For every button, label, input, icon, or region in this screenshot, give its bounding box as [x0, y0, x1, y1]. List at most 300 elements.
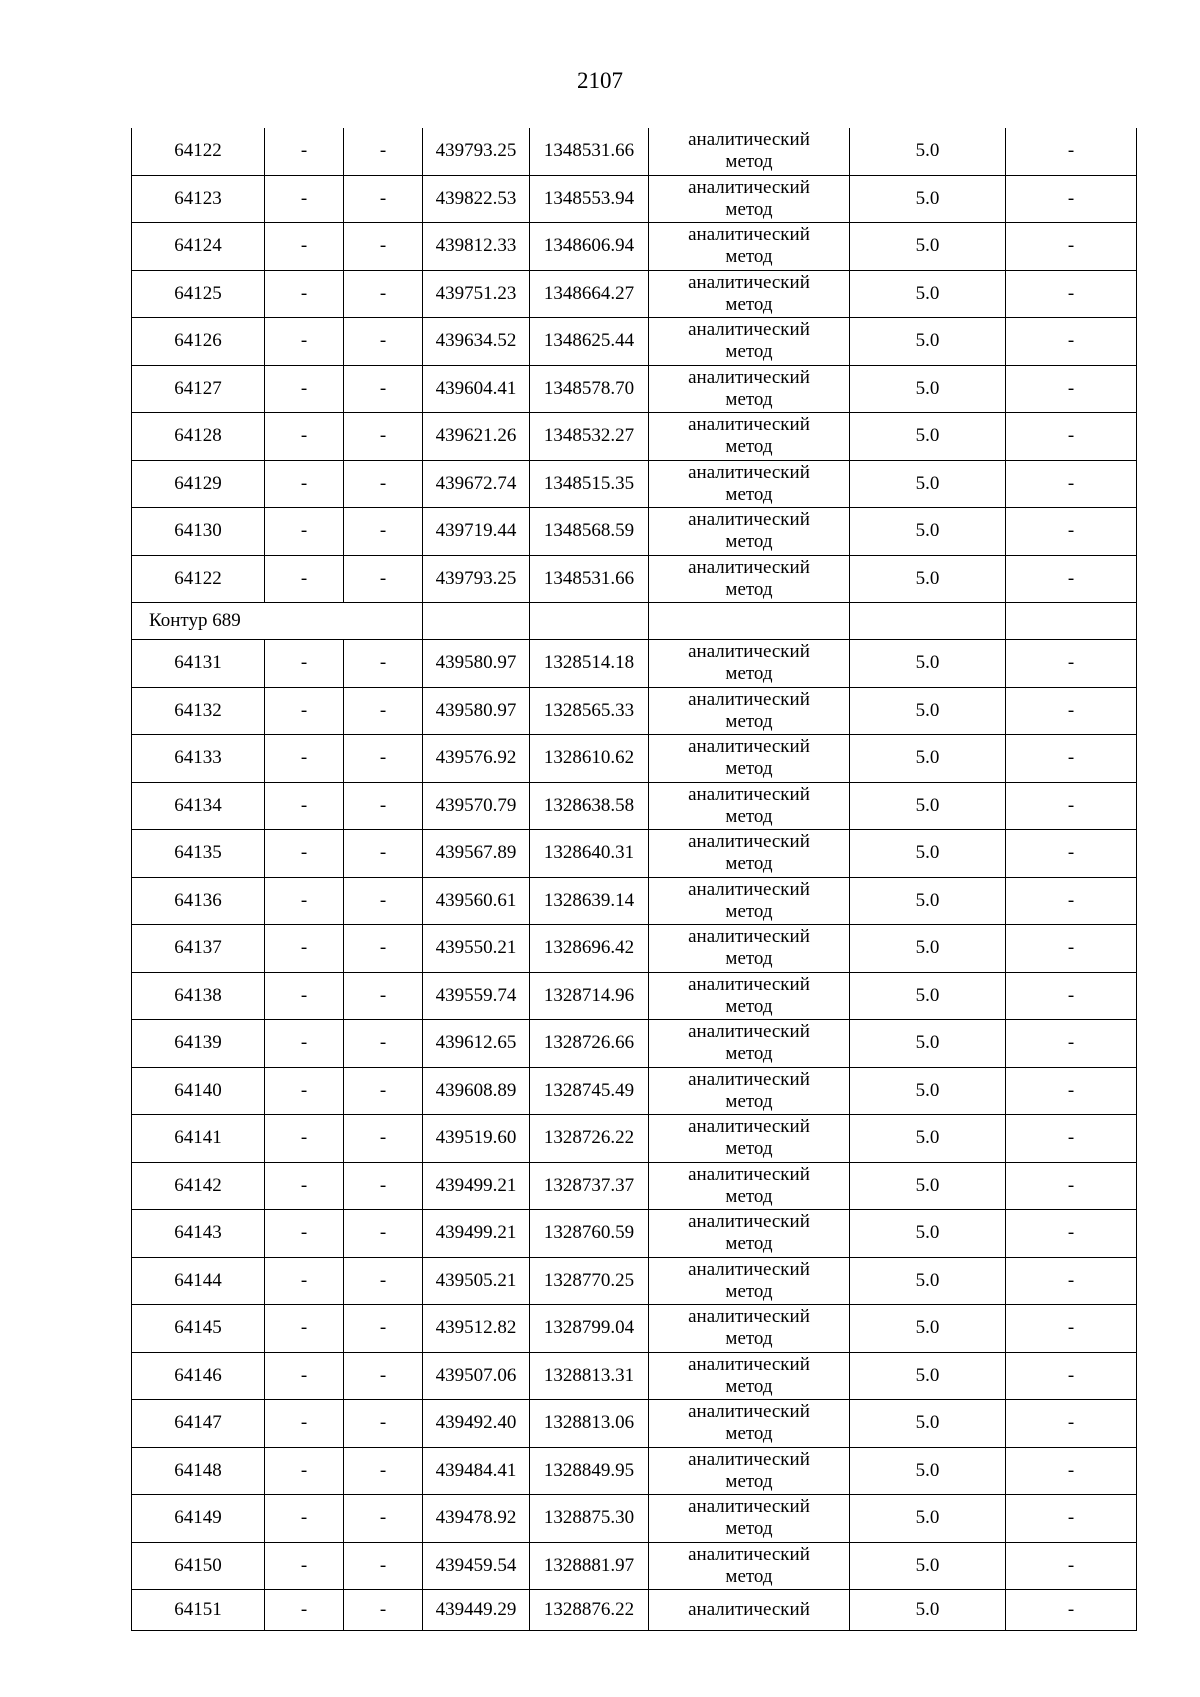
col8-cell: - [1006, 555, 1137, 603]
method-text: аналитический [688, 509, 810, 531]
method-text: метод [725, 710, 773, 732]
col8-cell: - [1006, 1447, 1137, 1495]
col2-cell: - [265, 223, 344, 271]
method-cell [649, 972, 850, 1020]
col8-cell: - [1006, 460, 1137, 508]
method-cell [649, 830, 850, 878]
x-coordinate-cell: 439672.74 [423, 460, 530, 508]
x-coordinate-cell: 439621.26 [423, 413, 530, 461]
col2-cell: - [265, 1162, 344, 1210]
y-coordinate-cell: 1348532.27 [530, 413, 649, 461]
col3-cell: - [344, 830, 423, 878]
accuracy-cell: 5.0 [850, 735, 1006, 783]
point-id-cell: 64142 [132, 1162, 265, 1210]
x-coordinate-cell: 439505.21 [423, 1257, 530, 1305]
method-text: метод [725, 531, 773, 553]
col8-cell: - [1006, 1495, 1137, 1543]
table-row [132, 1257, 1137, 1305]
y-coordinate-cell: 1348531.66 [530, 128, 649, 175]
method-text: аналитический [688, 926, 810, 948]
col3-cell: - [344, 1400, 423, 1448]
accuracy-cell: 5.0 [850, 318, 1006, 366]
method-text: аналитический [688, 1401, 810, 1423]
col8-cell: - [1006, 128, 1137, 175]
method-text: аналитический [688, 1306, 810, 1328]
table-row [132, 270, 1137, 318]
coordinates-table-wrapper [131, 128, 1137, 1631]
method-text: метод [725, 1423, 773, 1445]
x-coordinate-cell: 439478.92 [423, 1495, 530, 1543]
y-coordinate-cell: 1348531.66 [530, 555, 649, 603]
y-coordinate-cell: 1328640.31 [530, 830, 649, 878]
table-row [132, 1542, 1137, 1590]
method-text: метод [725, 1138, 773, 1160]
col3-cell: - [344, 1115, 423, 1163]
y-coordinate-cell: 1348606.94 [530, 223, 649, 271]
method-text: аналитический [688, 973, 810, 995]
col8-cell: - [1006, 925, 1137, 973]
method-text: аналитический [688, 129, 810, 151]
x-coordinate-cell: 439492.40 [423, 1400, 530, 1448]
method-cell [649, 413, 850, 461]
table-row [132, 1400, 1137, 1448]
table-row [132, 1162, 1137, 1210]
col2-cell: - [265, 1400, 344, 1448]
col2-cell: - [265, 830, 344, 878]
accuracy-cell: 5.0 [850, 1020, 1006, 1068]
x-coordinate-cell: 439499.21 [423, 1162, 530, 1210]
point-id-cell: 64128 [132, 413, 265, 461]
point-id-cell: 64126 [132, 318, 265, 366]
method-cell [649, 1210, 850, 1258]
y-coordinate-cell: 1328770.25 [530, 1257, 649, 1305]
col8-cell: - [1006, 1305, 1137, 1353]
col8-cell: - [1006, 972, 1137, 1020]
col2-cell: - [265, 782, 344, 830]
y-coordinate-cell: 1328875.30 [530, 1495, 649, 1543]
method-text: метод [725, 578, 773, 600]
x-coordinate-cell: 439459.54 [423, 1542, 530, 1590]
method-cell [649, 1352, 850, 1400]
x-coordinate-cell: 439512.82 [423, 1305, 530, 1353]
col3-cell: - [344, 1590, 423, 1631]
method-text: метод [725, 758, 773, 780]
table-row [132, 1020, 1137, 1068]
method-text: метод [725, 436, 773, 458]
point-id-cell: 64150 [132, 1542, 265, 1590]
col8-cell: - [1006, 687, 1137, 735]
accuracy-cell: 5.0 [850, 128, 1006, 175]
method-cell [649, 925, 850, 973]
method-text: аналитический [688, 1021, 810, 1043]
accuracy-cell: 5.0 [850, 1162, 1006, 1210]
col2-cell: - [265, 925, 344, 973]
method-text: аналитический [688, 1599, 810, 1620]
y-coordinate-cell: 1328813.31 [530, 1352, 649, 1400]
col8-cell: - [1006, 640, 1137, 688]
col8-cell: - [1006, 413, 1137, 461]
col3-cell: - [344, 877, 423, 925]
y-coordinate-cell: 1328726.22 [530, 1115, 649, 1163]
point-id-cell: 64122 [132, 128, 265, 175]
x-coordinate-cell: 439519.60 [423, 1115, 530, 1163]
col2-cell: - [265, 640, 344, 688]
y-coordinate-cell: 1348664.27 [530, 270, 649, 318]
point-id-cell: 64146 [132, 1352, 265, 1400]
x-coordinate-cell: 439567.89 [423, 830, 530, 878]
y-coordinate-cell: 1328726.66 [530, 1020, 649, 1068]
col8-cell: - [1006, 1542, 1137, 1590]
y-coordinate-cell: 1348578.70 [530, 365, 649, 413]
method-text: метод [725, 853, 773, 875]
col3-cell: - [344, 128, 423, 175]
col3-cell: - [344, 1352, 423, 1400]
method-cell [649, 128, 850, 175]
col3-cell: - [344, 687, 423, 735]
col8-cell: - [1006, 270, 1137, 318]
table-row [132, 318, 1137, 366]
method-text: аналитический [688, 1116, 810, 1138]
point-id-cell: 64145 [132, 1305, 265, 1353]
point-id-cell: 64125 [132, 270, 265, 318]
method-text: метод [725, 151, 773, 173]
accuracy-cell: 5.0 [850, 460, 1006, 508]
accuracy-cell: 5.0 [850, 1352, 1006, 1400]
method-text: метод [725, 198, 773, 220]
method-text: аналитический [688, 641, 810, 663]
accuracy-cell: 5.0 [850, 687, 1006, 735]
col3-cell: - [344, 1257, 423, 1305]
accuracy-cell: 5.0 [850, 413, 1006, 461]
col2-cell: - [265, 972, 344, 1020]
accuracy-cell: 5.0 [850, 508, 1006, 556]
accuracy-cell: 5.0 [850, 1542, 1006, 1590]
method-cell [649, 1542, 850, 1590]
method-text: аналитический [688, 1496, 810, 1518]
accuracy-cell: 5.0 [850, 925, 1006, 973]
point-id-cell: 64140 [132, 1067, 265, 1115]
y-coordinate-cell: 1328737.37 [530, 1162, 649, 1210]
method-text: аналитический [688, 176, 810, 198]
method-cell [649, 687, 850, 735]
x-coordinate-cell: 439634.52 [423, 318, 530, 366]
table-row [132, 782, 1137, 830]
method-text: аналитический [688, 414, 810, 436]
y-coordinate-cell: 1328876.22 [530, 1590, 649, 1631]
x-coordinate-cell: 439793.25 [423, 555, 530, 603]
col3-cell: - [344, 1447, 423, 1495]
method-cell [649, 782, 850, 830]
method-cell [649, 735, 850, 783]
col2-cell: - [265, 1590, 344, 1631]
method-text: аналитический [688, 736, 810, 758]
method-text: аналитический [688, 224, 810, 246]
accuracy-cell: 5.0 [850, 1495, 1006, 1543]
table-row [132, 460, 1137, 508]
method-text: аналитический [688, 556, 810, 578]
method-text: метод [725, 1328, 773, 1350]
point-id-cell: 64133 [132, 735, 265, 783]
y-coordinate-cell: 1328514.18 [530, 640, 649, 688]
method-cell [649, 1257, 850, 1305]
accuracy-cell: 5.0 [850, 1590, 1006, 1631]
table-row [132, 1590, 1137, 1631]
y-coordinate-cell: 1328813.06 [530, 1400, 649, 1448]
col8-cell: - [1006, 1352, 1137, 1400]
accuracy-cell: 5.0 [850, 1400, 1006, 1448]
method-text: метод [725, 948, 773, 970]
y-coordinate-cell: 1328799.04 [530, 1305, 649, 1353]
method-text: аналитический [688, 878, 810, 900]
col8-cell: - [1006, 1257, 1137, 1305]
table-row [132, 1447, 1137, 1495]
col3-cell: - [344, 1162, 423, 1210]
method-text: аналитический [688, 1163, 810, 1185]
method-cell [649, 877, 850, 925]
col2-cell: - [265, 735, 344, 783]
col3-cell: - [344, 175, 423, 223]
y-coordinate-cell: 1328714.96 [530, 972, 649, 1020]
col3-cell: - [344, 782, 423, 830]
col3-cell: - [344, 925, 423, 973]
y-coordinate-cell: 1328610.62 [530, 735, 649, 783]
method-text: метод [725, 1280, 773, 1302]
col3-cell: - [344, 1495, 423, 1543]
col8-cell: - [1006, 1210, 1137, 1258]
method-cell [649, 175, 850, 223]
method-cell [649, 1400, 850, 1448]
method-cell [649, 1020, 850, 1068]
method-cell [649, 1162, 850, 1210]
method-cell [649, 1495, 850, 1543]
x-coordinate-cell: 439751.23 [423, 270, 530, 318]
method-text: аналитический [688, 461, 810, 483]
col2-cell: - [265, 1305, 344, 1353]
accuracy-cell: 5.0 [850, 365, 1006, 413]
y-coordinate-cell: 1328565.33 [530, 687, 649, 735]
col2-cell: - [265, 508, 344, 556]
method-text: метод [725, 1043, 773, 1065]
point-id-cell: 64139 [132, 1020, 265, 1068]
col2-cell: - [265, 270, 344, 318]
col3-cell: - [344, 460, 423, 508]
method-text: аналитический [688, 1353, 810, 1375]
section-header-row [132, 603, 1137, 640]
method-text: аналитический [688, 1068, 810, 1090]
table-row [132, 735, 1137, 783]
x-coordinate-cell: 439822.53 [423, 175, 530, 223]
x-coordinate-cell: 439560.61 [423, 877, 530, 925]
col2-cell: - [265, 1542, 344, 1590]
col2-cell: - [265, 1257, 344, 1305]
accuracy-cell: 5.0 [850, 640, 1006, 688]
col3-cell: - [344, 365, 423, 413]
method-cell [649, 508, 850, 556]
point-id-cell: 64131 [132, 640, 265, 688]
accuracy-cell: 5.0 [850, 555, 1006, 603]
table-row [132, 687, 1137, 735]
table-row [132, 1115, 1137, 1163]
col3-cell: - [344, 1305, 423, 1353]
table-row [132, 1210, 1137, 1258]
col8-cell: - [1006, 365, 1137, 413]
col3-cell: - [344, 223, 423, 271]
method-text: аналитический [688, 271, 810, 293]
method-text: метод [725, 1518, 773, 1540]
section-label: Контур 689 [132, 603, 423, 640]
method-text: аналитический [688, 1258, 810, 1280]
accuracy-cell: 5.0 [850, 175, 1006, 223]
col3-cell: - [344, 555, 423, 603]
x-coordinate-cell: 439570.79 [423, 782, 530, 830]
col8-cell: - [1006, 830, 1137, 878]
point-id-cell: 64124 [132, 223, 265, 271]
y-coordinate-cell: 1348515.35 [530, 460, 649, 508]
point-id-cell: 64135 [132, 830, 265, 878]
accuracy-cell: 5.0 [850, 1257, 1006, 1305]
table-row [132, 830, 1137, 878]
table-row [132, 128, 1137, 175]
point-id-cell: 64127 [132, 365, 265, 413]
col2-cell: - [265, 1115, 344, 1163]
x-coordinate-cell: 439793.25 [423, 128, 530, 175]
empty-cell [1006, 603, 1137, 640]
col3-cell: - [344, 270, 423, 318]
accuracy-cell: 5.0 [850, 830, 1006, 878]
col2-cell: - [265, 128, 344, 175]
method-text: метод [725, 246, 773, 268]
col3-cell: - [344, 508, 423, 556]
col8-cell: - [1006, 508, 1137, 556]
y-coordinate-cell: 1328881.97 [530, 1542, 649, 1590]
page-number: 2107 [577, 68, 623, 93]
x-coordinate-cell: 439550.21 [423, 925, 530, 973]
method-text: метод [725, 1233, 773, 1255]
point-id-cell: 64122 [132, 555, 265, 603]
accuracy-cell: 5.0 [850, 270, 1006, 318]
col3-cell: - [344, 735, 423, 783]
method-cell [649, 555, 850, 603]
point-id-cell: 64138 [132, 972, 265, 1020]
empty-cell [423, 603, 530, 640]
col3-cell: - [344, 1067, 423, 1115]
x-coordinate-cell: 439559.74 [423, 972, 530, 1020]
method-text: аналитический [688, 783, 810, 805]
table-row [132, 223, 1137, 271]
method-text: метод [725, 388, 773, 410]
col8-cell: - [1006, 1590, 1137, 1631]
col3-cell: - [344, 318, 423, 366]
point-id-cell: 64136 [132, 877, 265, 925]
method-text: аналитический [688, 688, 810, 710]
method-cell [649, 365, 850, 413]
x-coordinate-cell: 439812.33 [423, 223, 530, 271]
method-cell [649, 460, 850, 508]
method-text: метод [725, 293, 773, 315]
col8-cell: - [1006, 782, 1137, 830]
col2-cell: - [265, 413, 344, 461]
y-coordinate-cell: 1348625.44 [530, 318, 649, 366]
point-id-cell: 64123 [132, 175, 265, 223]
method-cell [649, 1067, 850, 1115]
accuracy-cell: 5.0 [850, 223, 1006, 271]
accuracy-cell: 5.0 [850, 1067, 1006, 1115]
method-text: метод [725, 805, 773, 827]
method-cell [649, 1447, 850, 1495]
y-coordinate-cell: 1348553.94 [530, 175, 649, 223]
accuracy-cell: 5.0 [850, 1305, 1006, 1353]
method-text: аналитический [688, 831, 810, 853]
table-row [132, 1067, 1137, 1115]
method-text: метод [725, 900, 773, 922]
col3-cell: - [344, 640, 423, 688]
table-row [132, 925, 1137, 973]
method-text: метод [725, 483, 773, 505]
col2-cell: - [265, 318, 344, 366]
col2-cell: - [265, 687, 344, 735]
col8-cell: - [1006, 223, 1137, 271]
col2-cell: - [265, 175, 344, 223]
table-row [132, 972, 1137, 1020]
method-cell [649, 1305, 850, 1353]
point-id-cell: 64137 [132, 925, 265, 973]
accuracy-cell: 5.0 [850, 1447, 1006, 1495]
col2-cell: - [265, 460, 344, 508]
method-text: метод [725, 1470, 773, 1492]
col2-cell: - [265, 1210, 344, 1258]
y-coordinate-cell: 1348568.59 [530, 508, 649, 556]
col2-cell: - [265, 1447, 344, 1495]
method-text: метод [725, 1565, 773, 1587]
x-coordinate-cell: 439580.97 [423, 687, 530, 735]
table-row [132, 1495, 1137, 1543]
x-coordinate-cell: 439608.89 [423, 1067, 530, 1115]
col3-cell: - [344, 413, 423, 461]
method-text: метод [725, 341, 773, 363]
table-row [132, 175, 1137, 223]
table-row [132, 640, 1137, 688]
col3-cell: - [344, 972, 423, 1020]
col2-cell: - [265, 1067, 344, 1115]
point-id-cell: 64143 [132, 1210, 265, 1258]
method-text: аналитический [688, 1543, 810, 1565]
table-row [132, 1352, 1137, 1400]
accuracy-cell: 5.0 [850, 877, 1006, 925]
col3-cell: - [344, 1020, 423, 1068]
method-cell [649, 1115, 850, 1163]
point-id-cell: 64151 [132, 1590, 265, 1631]
x-coordinate-cell: 439499.21 [423, 1210, 530, 1258]
empty-cell [850, 603, 1006, 640]
point-id-cell: 64148 [132, 1447, 265, 1495]
col8-cell: - [1006, 1162, 1137, 1210]
x-coordinate-cell: 439576.92 [423, 735, 530, 783]
accuracy-cell: 5.0 [850, 782, 1006, 830]
col8-cell: - [1006, 735, 1137, 783]
table-row [132, 413, 1137, 461]
point-id-cell: 64144 [132, 1257, 265, 1305]
col8-cell: - [1006, 877, 1137, 925]
point-id-cell: 64141 [132, 1115, 265, 1163]
x-coordinate-cell: 439604.41 [423, 365, 530, 413]
col3-cell: - [344, 1542, 423, 1590]
empty-cell [649, 603, 850, 640]
y-coordinate-cell: 1328849.95 [530, 1447, 649, 1495]
method-text: аналитический [688, 319, 810, 341]
x-coordinate-cell: 439580.97 [423, 640, 530, 688]
col2-cell: - [265, 877, 344, 925]
method-cell [649, 1590, 850, 1631]
